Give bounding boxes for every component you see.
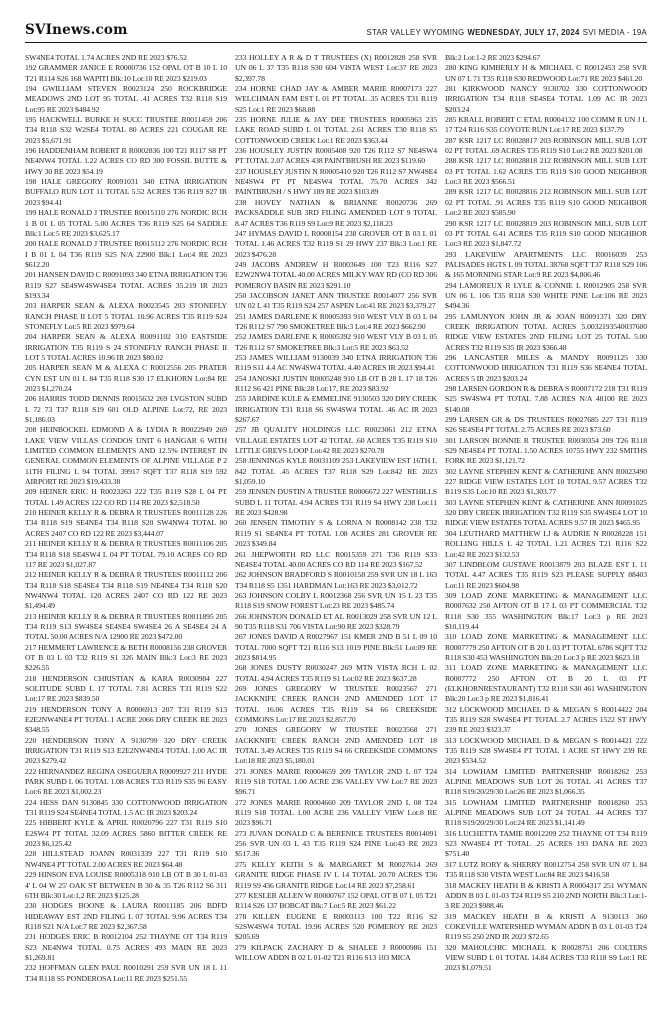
notice-entry: 220 HENDERSON TONY A 9130799 320 DRY CREEK IRRIGATION T31 R119 S13 E2E2NW4NE4 TOTAL 1.00 AC IR 2023 $279.42	[25, 735, 227, 766]
notice-columns	[0, 43, 663, 984]
notice-entry: 205 HARPER SEAN M & ALEXA C R0012556 205 PRATER CYN EST UN 01 L 84 T35 R118 S30 17 ELKHORN Lot:84 RE 2023 $1,270.24	[25, 363, 227, 393]
notice-entry: 213 HEINER KELLY R & DEBRA R TRUSTEES R0011895 205 T34 R119 S13 SW4SE4 SE4SE4 SW4SE4 26 A SE4SE4 24 A TOTAL 50.00 ACRES N/A 12900 RE 2023 $472.00	[25, 611, 227, 642]
notice-entry: 317 LUTZ RORY & SHERRY R0012754 258 SVR UN 07 L 84 T35 R118 S30 VISTA WEST Lot:84 RE 2023 $416.58	[445, 859, 647, 880]
notice-entry: 278 KILLEN EUGENE E R0003113 100 T22 R116 S2 S2SW4SW4 TOTAL 19.96 ACRES 520 POMEROY RE 2023 $205.69	[235, 911, 437, 942]
notice-entry: 222 HERNANDEZ REGINA OSEGUERA R0009927 211 HYDE PARK SUBD L 06 TOTAL 1.08 ACRES T33 R119 S35 96 EASY Lot:6 RE 2023 $1,002.23	[25, 766, 227, 797]
notice-entry: 301 LARSON BONNIE R TRUSTEE R0030354 209 T26 R118 S29 NE4SE4 PT TOTAL 1.50 ACRES 10755 HWY 232 SMITHS FORK RE 2023 $1,121.72	[445, 435, 647, 466]
notice-entry: 287 KSR 1217 LC R0028817 203 ROBINSON MILL SUB LOT 02 PT TOTAL .69 ACRES T35 R119 S10 Lot:2 RE 2023 $201.08	[445, 135, 647, 156]
notice-entry: 279 KILPACK ZACHARY D & SHALEE J R0000986 151 WILLOW ADDN B 02 L 01-02 T21 R116 S13 103 MICA	[235, 942, 437, 962]
notice-entry: 261 JHEPWORTH RD LLC R0015359 271 T36 R119 S33 NE4SE4 TOTAL 40.00 ACRES CO RD 114 RE 2023 $167.52	[235, 549, 437, 569]
notice-entry: 313 LOCKWOOD MICHAEL D & MEGAN S R0014421 222 T35 R119 S28 SW4SE4 PT TOTAL 1 ACRE ST HWY 239 RE 2023 $534.52	[445, 735, 647, 766]
notice-entry: 192 GRAMMER JANICE E R0000736 152 OPAL OT B 10 L 10 T21 R114 S26 168 WAPITI Blk:10 Lot:10 RE 2023 $219.03	[25, 63, 227, 83]
notice-entry: 253 JAMES WILLIAM 9130039 340 ETNA IRRIGATION T36 R119 S11 4.4 AC NW4SW4 TOTAL 4.40 ACRES IR 2023 $94.41	[235, 352, 437, 373]
notice-entry: 303 LAYNE STEPHEN KENT & CATHERINE ANN R0091025 320 DRY CREEK IRRIGATION T32 R119 S35 SW4SE4 LOT 10 RIDGE VIEW ESTATES TOTAL ACRES 9.57 IR 2023 $465.95	[445, 497, 647, 528]
notice-column-1	[25, 53, 227, 984]
notice-entry: 251 JAMES DARLENE K R0005393 910 WEST VLY B 03 L 04 T26 R112 S7 790 SMOKETREE Blk:3 Lot:4 RE 2023 $662.90	[235, 311, 437, 331]
notice-entry: 314 LOWHAM LIMITED PARTNERSHIP R0018262 253 ALPINE MEADOWS SUB LOT 26 TOTAL .41 ACRES T37 R118 S19/20/29/30 Lot:26 RE 2023 $1,066.35	[445, 766, 647, 797]
notice-entry: 320 MAHOLCHIC MICHAEL K R0028751 206 COLTERS VIEW SUBD L 01 TOTAL 14.84 ACRES T33 R118 S9 Lot:1 RE 2023 $1,079.51	[445, 942, 647, 973]
notice-entry: 231 HODGES ERIC B R0012104 252 THAYNE OT T34 R119 S23 NE4NW4 TOTAL 0.75 ACRES 493 MAIN RE 2023 $1,269.81	[25, 932, 227, 962]
notice-entry: 237 HOUSLEY JUSTIN N R0005410 920 T26 R112 S7 NW4SE4 NE4SW4 PT PT NE4SW4 TOTAL 75.70 ACRES 342 PAINTBRUSH / S HWY 189 RE 2023 $103.89	[235, 166, 437, 197]
site-name: SVInews.com	[25, 22, 128, 38]
notice-entry: SW4NE4 TOTAL 1.74 ACRES 2ND RE 2023 $76.52	[25, 53, 187, 62]
notice-entry: 194 GWILLIAM STEVEN R0023124 250 ROCKBRIDGE MEADOWS 2ND LOT 95 TOTAL .41 ACRES T32 R118 S19 Lot:95 RE 2023 $484.92	[25, 84, 227, 114]
notice-entry: 280 KING KIMBERLY H & MICHAEL C R0012453 258 SVR UN 07 L 71 T35 R118 S30 REDWOOD Lot:71 RE 2023 $461.20	[445, 63, 647, 83]
notice-entry: 232 HOFFMAN GLEN PAUL R0010291 259 SVR UN 18 L 11 T34 R118 S5 PONDEROSA Lot:11 RE 2023 $251.55	[25, 963, 227, 983]
notice-entry: 250 JACOBSON JANET ANN TRUSTEE R0014077 256 SVR UN 02 L 41 T35 R119 S24 257 ASPEN Lot:41 RE 2023 $3,379.27	[235, 290, 437, 311]
notice-entry: 210 HEINER KELLY R & DEBRA R TRUSTEES R0011128 226 T34 R118 S19 SE4NE4 T34 R118 S20 SW4NW4 TOTAL 80 ACRES 2407 CO RD 122 RE 2023 $3,444.07	[25, 508, 227, 538]
notice-entry: 309 LOAD ZONE MARKETING & MANAGEMENT LLC R0007632 250 AFTON OT B 17 L 03 PT COMMERCIAL T32 R118 S30 355 WASHINGTON Blk:17 Lot:3 p RE 2023 $10,119.44	[445, 590, 647, 631]
notice-entry: 271 JONES MARIE R0004659 209 TAYLOR 2ND L 07 T24 R119 S18 TOTAL 1.00 ACRE 236 VALLEY VW Lot:7 RE 2023 $96.71	[235, 766, 437, 797]
notice-entry: 269 JONES GREGORY W TRUSTEE R0023567 271 JACKKNIFE CREEK RANCH 2ND AMENDED LOT 17 TOTAL 16.06 ACRES T35 R119 S4 66 CREEKSIDE COMMONS Lot:17 RE 2023 $2,857.70	[235, 683, 437, 724]
notice-entry: 311 LOAD ZONE MARKETING & MANAGEMENT LLC R0007772 250 AFTON OT B 20 L 03 PT (ELKHORNRESTAURANT) T32 R118 S30 461 WASHINGTON Blk:20 Lot:3 p RE 2023 $1,816.41	[445, 663, 647, 704]
notice-entry: 195 HACKWELL BURKE H SUCC TRUSTEE R0011459 206 T34 R118 S32 W2SE4 TOTAL 80 ACRES 221 COUGAR RE 2023 $5,671.91	[25, 115, 227, 145]
issue-location: STAR VALLEY WYOMING	[366, 28, 465, 37]
notice-entry: Blk:2 Lot:1-2 RE 2023 $294.67	[445, 53, 541, 62]
notice-entry: 294 LAMOREUX R LYLE & CONNIE L R0012905 258 SVR UN 06 L 106 T35 R118 S30 WHITE PINE Lot:106 RE 2023 $494.36	[445, 280, 647, 311]
notice-entry: 236 HOUSLEY JUSTIN R0005408 920 T26 R112 S7 NE4SW4 PT TOTAL 2.07 ACRES 438 PAINTBRUSH RE 2023 $119.60	[235, 146, 437, 166]
notice-entry: 217 HEMMERT LAWRENCE & BETH R0008156 238 GROVER OT B 03 L 03 T32 R119 S1 326 MAIN Blk:3 Lot:3 RE 2023 $226.55	[25, 642, 227, 673]
notice-entry: 212 HEINER KELLY R & DEBRA R TRUSTEES R0011112 206 T34 R118 S18 SE4SE4 T34 R118 S19 NE4NE4 T34 R118 S20 NW4NW4 TOTAL 120 ACRES 2407 CO RD 122 RE 2023 $1,494.49	[25, 570, 227, 611]
notice-entry: 304 LEUTHARD MATTHEW LJ & AUDRIE N R0028228 151 ROLLING HILLS L 42 TOTAL 1.21 ACRES T21 R116 S22 Lot:42 RE 2023 $132.53	[445, 528, 647, 559]
notice-entry: 288 KSR 1217 LC R0028818 212 ROBINSON MILL SUB LOT 03 PT TOTAL 1.62 ACRES T35 R119 S10 GOOD NEIGHBOR Lot:3 RE 2023 $566.51	[445, 156, 647, 187]
notice-entry: 312 LOCKWOOD MICHAEL D & MEGAN S R0014422 204 T35 R119 S28 SW4SE4 PT TOTAL 2.7 ACRES 1522 ST HWY 239 RE 2023 $323.37	[445, 704, 647, 735]
notice-entry: 293 LAKEVIEW APARTMENTS LLC R0016039 253 PALISADES HGTS L 09 TOTAL 38768 SQFT T37 R118 S29 106 & 165 MORNING STAR Lot:9 RE 2023 $4,806.46	[445, 249, 647, 280]
notice-entry: 296 LANCASTER MILES & MANDY R0091125 330 COTTONWOOD IRRIGATION T31 R119 S36 SE4NE4 TOTAL ACRES 5 IR 2023 $203.24	[445, 352, 647, 383]
notice-entry: 260 JENSEN TIMOTHY S & LORNA N R0008142 238 T32 R119 S1 SE4NE4 PT TOTAL 1.08 ACRES 281 GROVER RE 2023 $349.84	[235, 518, 437, 549]
notice-entry: 307 LINDBLOM GUSTAVE R0013879 203 BLAZE EST L 11 TOTAL 4.47 ACRES T35 R119 S23 PLEASE SUPPLY 88403 Lot:11 RE 2023 $604.98	[445, 559, 647, 590]
notice-column-2	[235, 53, 437, 984]
notice-entry: 225 HIBBERT KYLE & APRIL R0020796 227 T31 R119 S10 E2SW4 PT TOTAL 32.09 ACRES 5860 BITTER CREEK RE 2023 $6,125.42	[25, 818, 227, 849]
notice-entry: 208 HEINBOCKEL EDMOND A & LYDIA R R0022949 269 LAKE VIEW VILLAS CONDOS UNIT 6 HANGAR 6 WITH LIMITED COMMON ELEMENTS AND 12.5% INTEREST IN GENERAL COMMON ELEMENTS OF ALPINE VILLAGE P 2 11TH FILING L 94 TOTAL 39917 SQFT T37 R118 S19 592 AIRPORT RE 2023 $19,433.38	[25, 425, 227, 487]
notice-entry: 252 JAMES DARLENE K R0005392 910 WEST VLY B 03 L 05 T26 R112 S7 SMOKETREE Blk:3 Lot:5 RE 2023 $63.52	[235, 332, 437, 352]
notice-entry: 272 JONES MARIE R0004660 209 TAYLOR 2ND L 08 T24 R119 S18 TOTAL 1.00 ACRE 236 VALLEY VIEW Lot:8 RE 2023 $96.71	[235, 797, 437, 828]
notice-entry: 302 LAYNE STEPHEN KENT & CATHERINE ANN R0023490 227 RIDGE VIEW ESTATES LOT 10 TOTAL 9.57 ACRES T32 R119 S35 Lot:10 RE 2023 $1,303.77	[445, 466, 647, 497]
notice-entry: 211 HEINER KELLY R & DEBRA R TRUSTEES R0011106 205 T34 R118 S18 SE4SW4 L 04 PT TOTAL 79.10 ACRES CO RD 117 RE 2023 $1,027.87	[25, 539, 227, 569]
notice-entry: 203 HARPER SEAN & ALEXA R0023545 203 STONEFLY RANCH PHASE II LOT 5 TOTAL 10.96 ACRES T35 R119 S24 STONEFLY Lot:5 RE 2023 $979.64	[25, 301, 227, 331]
notice-entry: 257 JB QUALITY HOLDINGS LLC R0023061 212 ETNA VILLAGE ESTATES LOT 42 TOTAL .60 ACRES T35 R119 S10 LITTLE GREYS LOOP Lot:42 RE 2023 $270.78	[235, 425, 437, 456]
notice-entry: 285 KRALL ROBERT C ETAL R0004132 100 COMM R UN J L 17 T24 R116 S35 COYOTE RUN Lot:17 RE 2023 $137.79	[445, 115, 647, 135]
notice-entry: 299 LARSEN GR & DS TRUSTEES R0027685 227 T31 R119 S26 SE4SE4 PT TOTAL 2.75 ACRES RE 2023 $73.60	[445, 415, 647, 435]
issue-edition: SVI MEDIA - 19A	[582, 28, 647, 37]
notice-entry: 298 LARSEN GORDON R & DEBRA S R0007172 218 T31 R119 S25 SW4SW4 PT TOTAL 7.88 ACRES N/A 48100 RE 2023 $140.08	[445, 384, 647, 414]
notice-entry: 281 KIRKWOOD NANCY 9130702 330 COTTONWOOD IRRIGATION T34 R118 SE4SE4 TOTAL 1.09 AC IR 2023 $203.24	[445, 84, 647, 114]
notice-entry: 198 HALE GREGORY R0091031 340 ETNA IRRIGATION BUFFALO RUN LOT 11 TOTAL 5.52 ACRES T36 R119 S27 IR 2023 $94.41	[25, 177, 227, 207]
notice-entry: 273 JUVAN DONALD C & BERENICE TRUSTEES R0014091 256 SVR UN 03 L 43 T35 R119 S24 PINE Lot:43 RE 2023 $517.36	[235, 828, 437, 859]
notice-entry: 199 HALE RONALD J TRUSTEE R0015110 276 NORDIC RCH 1 B 01 L 05 TOTAL 5.00 ACRES T36 R119 S25 64 SADDLE Blk:1 Lot:5 RE 2023 $3,625.17	[25, 208, 227, 238]
notice-entry: 230 HODGES BOONE & LAURA R0011185 206 BDFD HIDEAWAY EST 2ND FILING L 07 TOTAL 9.96 ACRES T34 R118 S21 N/A Lot:7 RE 2023 $2,367.58	[25, 901, 227, 931]
notice-entry: 233 HOLLEY A R & D T TRUSTEES (X) R0012828 258 SVR UN 06 L 37 T35 R118 S30 604 VISTA WEST Lot:37 RE 2023 $2,397.78	[235, 53, 437, 83]
notice-entry: 270 JONES GREGORY W TRUSTEE R0023568 271 JACKKNIFE CREEK RANCH 2ND AMENDED LOT 18 TOTAL 3.49 ACRES T35 R119 S4 66 CREEKSIDE COMMONS Lot:18 RE 2023 $5,180.01	[235, 725, 437, 766]
issue-line	[363, 28, 647, 38]
notice-entry: 249 JACOBS ANDREW H R0003649 100 T23 R116 S27 E2W2NW4 TOTAL 40.00 ACRES MILKY WAY RD (CO RD 306 POMEROY BASIN RE 2023 $291.10	[235, 259, 437, 290]
notice-entry: 209 HEINER ERIC H R0023263 222 T35 R119 S28 L 04 PT TOTAL 1.49 ACRES 122 CO RD 114 RE 2023 $2,518.50	[25, 487, 227, 507]
notice-entry: 219 HENDERSON TONY A R0006913 207 T31 R119 S13 E2E2NW4NE4 PT TOTAL 1 ACRE 2066 DRY CREEK RE 2023 $348.55	[25, 704, 227, 735]
notice-entry: 289 KSR 1217 LC R0028816 212 ROBINSON MILL SUB LOT 02 PT TOTAL .91 ACRES T35 R119 S10 GOOD NEIGHBOR Lot:2 RE 2023 $585.90	[445, 187, 647, 218]
notice-entry: 268 JONES DUSTY R0030247 269 MTN VISTA RCH L 02 TOTAL 4.94 ACRES T35 R119 S1 Lot:02 RE 2023 $637.28	[235, 663, 437, 683]
notice-entry: 258 JENNINGS KYLE R0031109 253 LAKEVIEW EST 16TH L 842 TOTAL .45 ACRES T37 R118 S29 Lot:842 RE 2023 $1,059.10	[235, 456, 437, 487]
notice-entry: 315 LOWHAM LIMITED PARTNERSHIP R0018260 253 ALPINE MEADOWS SUB LOT 24 TOTAL .44 ACRES T37 R118 S19/20/29/30 Lot:24 RE 2023 $1,141.49	[445, 797, 647, 828]
notice-entry: 228 HILLSTEAD JOANN R0031339 227 T31 R119 S10 NW4NE4 PT TOTAL 2.00 ACRES RE 2023 $64.48	[25, 849, 227, 869]
issue-date: WEDNESDAY, JULY 17, 2024	[467, 28, 580, 37]
notice-entry: 266 JOHNSTON DONALD ET AL R0013029 258 SVR UN 12 L 90 T35 R118 S31 706 VISTA Lot:90 RE 2023 $328.79	[235, 611, 437, 631]
notice-entry: 204 HARPER SEAN & ALEXA R0091102 310 EASTSIDE IRRIGATION T35 R119 S 24 STONEFLY RANCH PHASE II LOT 5 TOTAL ACRES 10.96 IR 2023 $80.02	[25, 332, 227, 362]
notice-entry: 238 HOVEY NATHAN & BRIANNE R0020736 269 PACKSADDLE SUB 3RD FILING AMENDED LOT 9 TOTAL 8.47 ACRES T36 R119 S9 Lot:9 RE 2023 $2,118.23	[235, 197, 437, 228]
notice-entry: 267 JONES DAVID A R0027967 151 KMER 2ND B 51 L 09 10 TOTAL 7000 SQFT T21 R116 S13 1019 PINE Blk:51 Lot:09 RE 2023 $814.95	[235, 632, 437, 662]
notice-entry: 277 KESLER ALLEN W R0000767 152 OPAL OT B 07 L 05 T21 R114 S26 137 BOBCAT Blk:7 Lot:5 RE 2023 $61.22	[235, 890, 437, 911]
page-header	[0, 0, 663, 38]
notice-entry: 295 LAMUNYON JOHN JR & JOAN R0091371 320 DRY CREEK IRRIGATION TOTAL ACRES 5.0032193540037600 RIDGE VIEW ESTATES 2ND FILING LOT 25 TOTAL 5.00 ACRES T32 R119 S35 IR 2023 $366.48	[445, 311, 647, 352]
notice-entry: 235 HORNE JULIE & JAY DEE TRUSTEES R0005963 235 LAKE ROAD SUBD L 01 TOTAL 2.61 ACRES T30 R118 S5 COTTONWOOD CREEK Lot:1 RE 2023 $363.44	[235, 115, 437, 145]
notice-entry: 318 MACKEY HEATH B & KRISTI A R0004317 251 WYMAN ADDN B 03 L 01-03 T24 R119 S5 210 2ND NORTH Blk:3 Lot:1-3 RE 2023 $988.46	[445, 880, 647, 911]
notice-entry: 319 MACKEY HEATH B & KRISTI A 9130113 360 COKEVILLE WATERSHED WYMAN ADDN B 03 L 01-03 T24 R119 S5 250 2ND IR 2023 $72.65	[445, 911, 647, 942]
notice-column-3	[445, 53, 647, 984]
notice-entry: 196 HADDENHAM ROBERT R R0002836 100 T21 R117 S8 PT NE4NW4 TOTAL 1.22 ACRES CO RD 300 FOSSIL BUTTE & HWY 30 RE 2023 $54.19	[25, 146, 227, 176]
notice-entry: 234 HORNE CHAD JAY & AMBER MARIE R0007173 227 WELCHMAN FAM EST L 01 PT TOTAL .35 ACRES T31 R119 S25 Lot:1 RE 2023 $68.88	[235, 84, 437, 114]
notice-entry: 310 LOAD ZONE MARKETING & MANAGEMENT LLC R0007779 250 AFTON OT B 20 L 03 PT TOTAL 6786 SQFT T32 R118 S30 453 WASHINGTON Blk:20 Lot:3 p RE 2023 $623.18	[445, 632, 647, 662]
notice-entry: 275 KELLY KEITH S & MARGARET M R0027614 269 GRANITE RIDGE PHASE IV L 14 TOTAL 20.70 ACRES T36 R119 S9 436 GRANITE RIDGE Lot:14 RE 2023 $7,258.61	[235, 859, 437, 890]
notice-entry: 259 JENSEN DUSTIN A TRUSTEE R0006672 227 WESTHILLS SUBD L 11 TOTAL 4.94 ACRES T31 R119 S4 HWY 238 Lot:11 RE 2023 $428.98	[235, 487, 437, 518]
notice-entry: 206 HARRIS TODD DENNIS R0015632 269 LVGSTON SUBD L 72 73 T37 R118 S19 601 OLD ALPINE Lot:72, RE 2023 $1,186.03	[25, 394, 227, 425]
notice-entry: 229 HINSON EVA LOUISE R0005318 910 LB OT B 30 L 01-03 4' L 04 W 25' OAK ST BETWEEN B 30 & 35 T26 R112 S6 311 6TH Blk:30 Lot:1,2 RE 2023 $125.28	[25, 870, 227, 900]
notice-entry: 255 JARDINE KULE & EMMELINE 9130503 320 DRY CREEK IRRIGATION T31 R118 S6 SW4SW4 TOTAL .46 AC IR 2023 $267.67	[235, 394, 437, 425]
notice-entry: 263 JOHNSON COLBY L R0012368 256 SVR UN 15 L 23 T35 R118 S19 SNOW FOREST Lot:23 RE 2023 $485.74	[235, 590, 437, 611]
notice-entry: 218 HENDERSON CHRISTIAN & KARA R0030984 227 SOLITUDE SUBD L 17 TOTAL 7.81 ACRES T31 R119 S22 Lot:17 RE 2023 $839.50	[25, 673, 227, 704]
notice-entry: 201 HANSEN DAVID C R0091093 340 ETNA IRRIGATION T36 R119 S27 SE4SW4SW4SE4 TOTAL ACRES 35.219 IR 2023 $193.34	[25, 270, 227, 300]
notice-entry: 224 HESS DAN 9130845 330 COTTONWOOD IRRIGATION T31 R119 S24 SE4NE4 TOTAL 1.5 AC IR 2023 $203.24	[25, 797, 227, 818]
notice-entry: 247 HYMAS DAVID L R0008154 238 GROVER OT B 03 L 01 TOTAL 1.46 ACRES T32 R119 S1 29 HWY 237 Blk:3 Lot:1 RE 2023 $476.28	[235, 228, 437, 259]
notice-entry: 290 KSR 1217 LC R0028819 203 ROBINSON MILL SUB LOT 03 PT TOTAL 6.41 ACRES T35 R119 S10 GOOD NEIGHBOR Lot:3 RE 2023 $1,847.72	[445, 218, 647, 249]
notice-entry: 200 HALE RONALD J TRUSTEE R0015112 276 NORDIC RCH I B 01 L 04 T36 R119 S25 N/A 22900 Blk:1 Lot:4 RE 2023 $612.20	[25, 239, 227, 269]
notice-entry: 316 LUCHETTA TAMIE R0012209 252 THAYNE OT T34 R119 S23 NW4SE4 PT TOTAL .25 ACRES 193 DANA RE 2023 $751.40	[445, 828, 647, 859]
notice-entry: 262 JOHNSON BRADFORD S R0010158 259 SVR UN 18 L 163 T34 R118 S5 1351 HARDMAN Lot:163 RE 2023 $3,012.72	[235, 570, 437, 590]
notice-entry: 254 JANOSKI JUSTIN R0005248 910 LB OT B 28 L 17 18 T26 R112 S6 421 PINE Blk:28 Lot:17, RE 2023 $83.92	[235, 373, 437, 393]
